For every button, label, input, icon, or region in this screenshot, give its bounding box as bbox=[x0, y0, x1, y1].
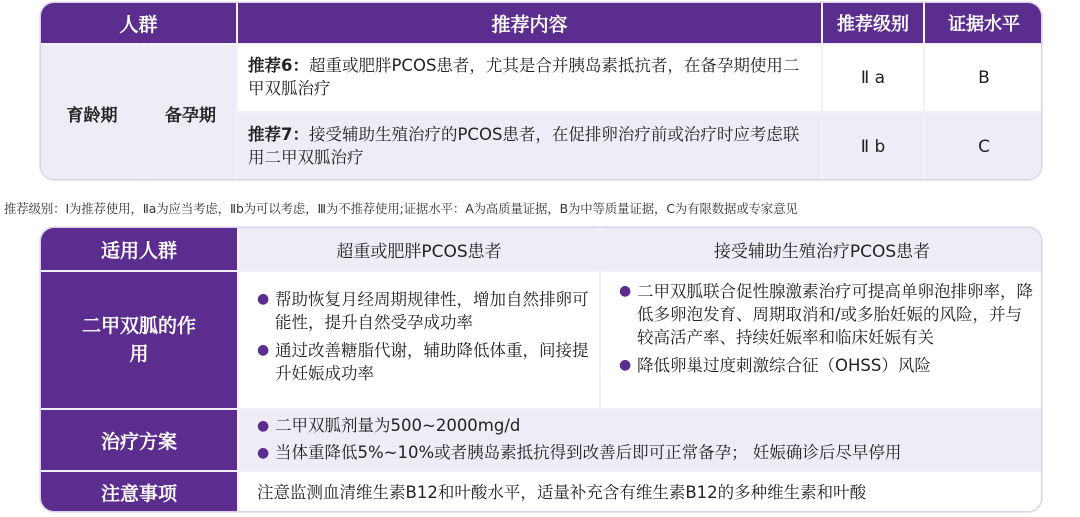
bullet-icon: ● bbox=[257, 445, 270, 461]
bullet-icon: ● bbox=[619, 283, 632, 299]
recommendation-text: 超重或肥胖PCOS患者，尤其是合并胰岛素抵抗者，在备孕期使用二甲双胍治疗 bbox=[248, 56, 800, 98]
column-art-pcos: 接受辅助生殖治疗PCOS患者 bbox=[601, 228, 1042, 270]
list-item: ● 二甲双胍剂量为500~2000mg/d bbox=[257, 414, 1035, 438]
list-item: ● 通过改善糖脂代谢，辅助降低体重，间接提升妊娠成功率 bbox=[257, 341, 589, 383]
recommendation-7 bbox=[238, 113, 821, 180]
header-treatment-plan: 治疗方案 bbox=[41, 410, 237, 470]
effects-overweight-pcos bbox=[239, 272, 599, 408]
recommendation-label: 推荐7： bbox=[248, 125, 309, 144]
evidence-cell: B bbox=[925, 45, 1042, 111]
header-recommendation-content: 推荐内容 bbox=[238, 3, 821, 43]
effects-art-pcos bbox=[601, 272, 1042, 408]
bullet-icon: ● bbox=[257, 418, 270, 434]
recommendation-label: 推荐6： bbox=[248, 56, 309, 75]
header-evidence-level: 证据水平 bbox=[925, 3, 1042, 43]
column-overweight-pcos: 超重或肥胖PCOS患者 bbox=[239, 228, 599, 270]
recommendation-table bbox=[40, 2, 1042, 180]
grade-cell: Ⅱ a bbox=[823, 45, 923, 111]
recommendation-6 bbox=[238, 45, 821, 111]
age-group-cell: 育龄期 bbox=[41, 45, 143, 180]
header-metformin-effect: 二甲双胍的作用 bbox=[41, 272, 237, 408]
grade-cell: Ⅱ b bbox=[823, 113, 923, 180]
recommendation-text: 接受辅助生殖治疗的PCOS患者，在促排卵治疗前或治疗时应考虑联用二甲双胍治疗 bbox=[248, 125, 800, 167]
header-precautions: 注意事项 bbox=[41, 472, 237, 512]
list-item: ● 降低卵巢过度刺激综合征（OHSS）风险 bbox=[619, 356, 931, 375]
metformin-table bbox=[40, 227, 1042, 512]
header-recommendation-grade: 推荐级别 bbox=[823, 3, 923, 43]
bullet-icon: ● bbox=[619, 357, 632, 373]
treatment-plan bbox=[239, 410, 1042, 470]
list-item: ● 二甲双胍联合促性腺激素治疗可提高单卵泡排卵率，降低多卵泡发育、周期取消和/或多胎妊娠的风险，并与较高活产率、持续妊娠率和临床妊娠有关 bbox=[619, 282, 1033, 347]
bullet-icon: ● bbox=[257, 291, 270, 307]
list-item: ● 当体重降低5%~10%或者胰岛素抵抗得到改善后即可正常备孕； 妊娠确诊后尽早停用 bbox=[257, 441, 1035, 465]
grade-footnote: 推荐级别：Ⅰ为推荐使用，Ⅱa为应当考虑，Ⅱb为可以考虑，Ⅲ为不推荐使用;证据水平：A为高质量证据，B为中等质量证据，C为有限数据或专家意见 bbox=[4, 201, 798, 216]
list-item: ● 帮助恢复月经周期规律性，增加自然排卵可能性，提升自然受孕成功率 bbox=[257, 290, 589, 332]
header-applicable-population: 适用人群 bbox=[41, 228, 237, 270]
bullet-icon: ● bbox=[257, 342, 270, 358]
precautions-text: 注意监测血清维生素B12和叶酸水平，适量补充含有维生素B12的多种维生素和叶酸 bbox=[239, 472, 1042, 512]
stage-cell: 备孕期 bbox=[145, 45, 236, 180]
evidence-cell: C bbox=[925, 113, 1042, 180]
header-population: 人群 bbox=[41, 3, 236, 43]
